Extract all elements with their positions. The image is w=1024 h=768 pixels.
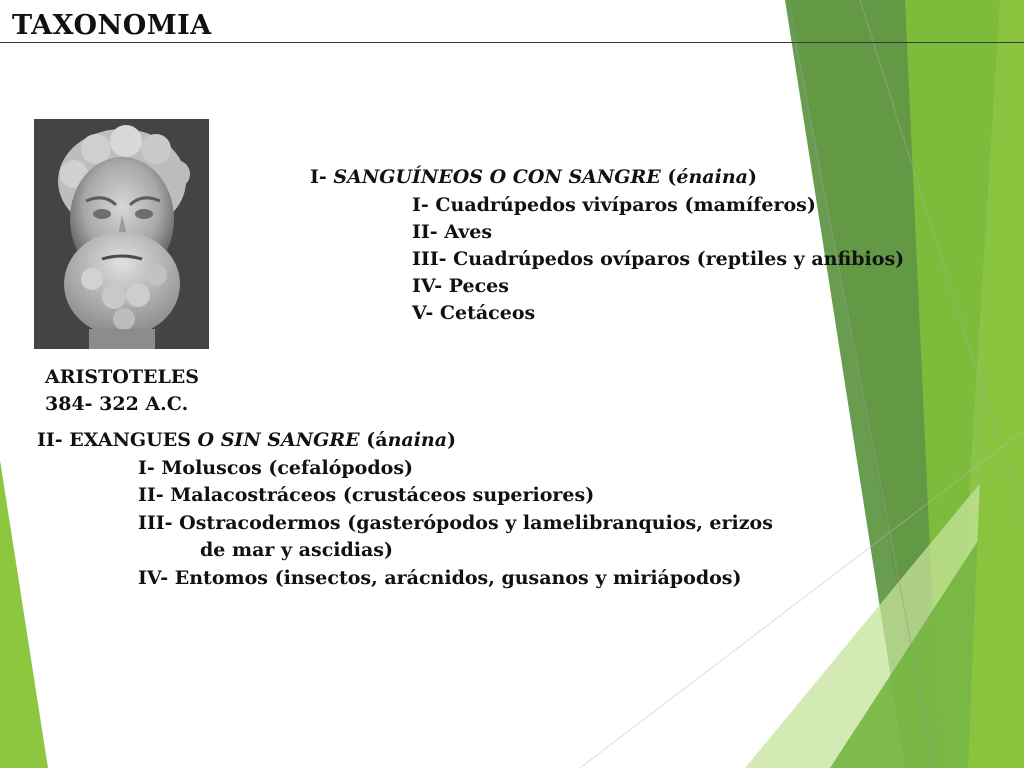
group2-item: III- Ostracodermos (gasterópodos y lamelibranquios, erizos — [138, 512, 773, 534]
group2-paren-open: ( — [359, 429, 376, 451]
group1-heading-term: énaina — [676, 166, 748, 188]
facet-left-sliver — [0, 460, 48, 768]
slide-title: TAXONOMIA — [12, 10, 212, 41]
portrait-caption — [45, 364, 199, 418]
group1-paren-open: ( — [660, 166, 677, 188]
portrait-dates: 384- 322 A.C. — [45, 393, 189, 415]
group2-heading-prefix: II- EXANGUES — [37, 429, 198, 451]
group2-heading-term-plain: á — [375, 429, 388, 451]
group2-item: I- Moluscos (cefalópodos) — [138, 457, 413, 479]
group1-heading-name: SANGUÍNEOS O CON SANGRE — [333, 166, 661, 188]
portrait-name: ARISTOTELES — [45, 366, 200, 388]
group2-item: II- Malacostráceos (crustáceos superiores) — [138, 484, 595, 506]
group2-item-continuation: de mar y ascidias) — [200, 539, 393, 561]
group2-paren-close: ) — [447, 429, 457, 451]
group2-heading — [37, 427, 456, 454]
group1-heading-prefix: I- — [310, 166, 334, 188]
group2-heading-term: naina — [387, 429, 448, 451]
group2-heading-name: O SIN SANGRE — [197, 429, 360, 451]
group1-item: II- Aves — [412, 221, 493, 243]
group1-item: V- Cetáceos — [412, 302, 536, 324]
group2-item: IV- Entomos (insectos, arácnidos, gusanos y miriápodos) — [138, 567, 742, 589]
title-underline — [0, 42, 1024, 43]
aristotle-portrait — [34, 119, 209, 349]
group1-item: III- Cuadrúpedos ovíparos (reptiles y anfibios) — [412, 248, 905, 270]
group1-item: I- Cuadrúpedos vivíparos (mamíferos) — [412, 194, 816, 216]
group1-item: IV- Peces — [412, 275, 509, 297]
group1-paren-close: ) — [747, 166, 757, 188]
group1-heading — [310, 164, 757, 191]
